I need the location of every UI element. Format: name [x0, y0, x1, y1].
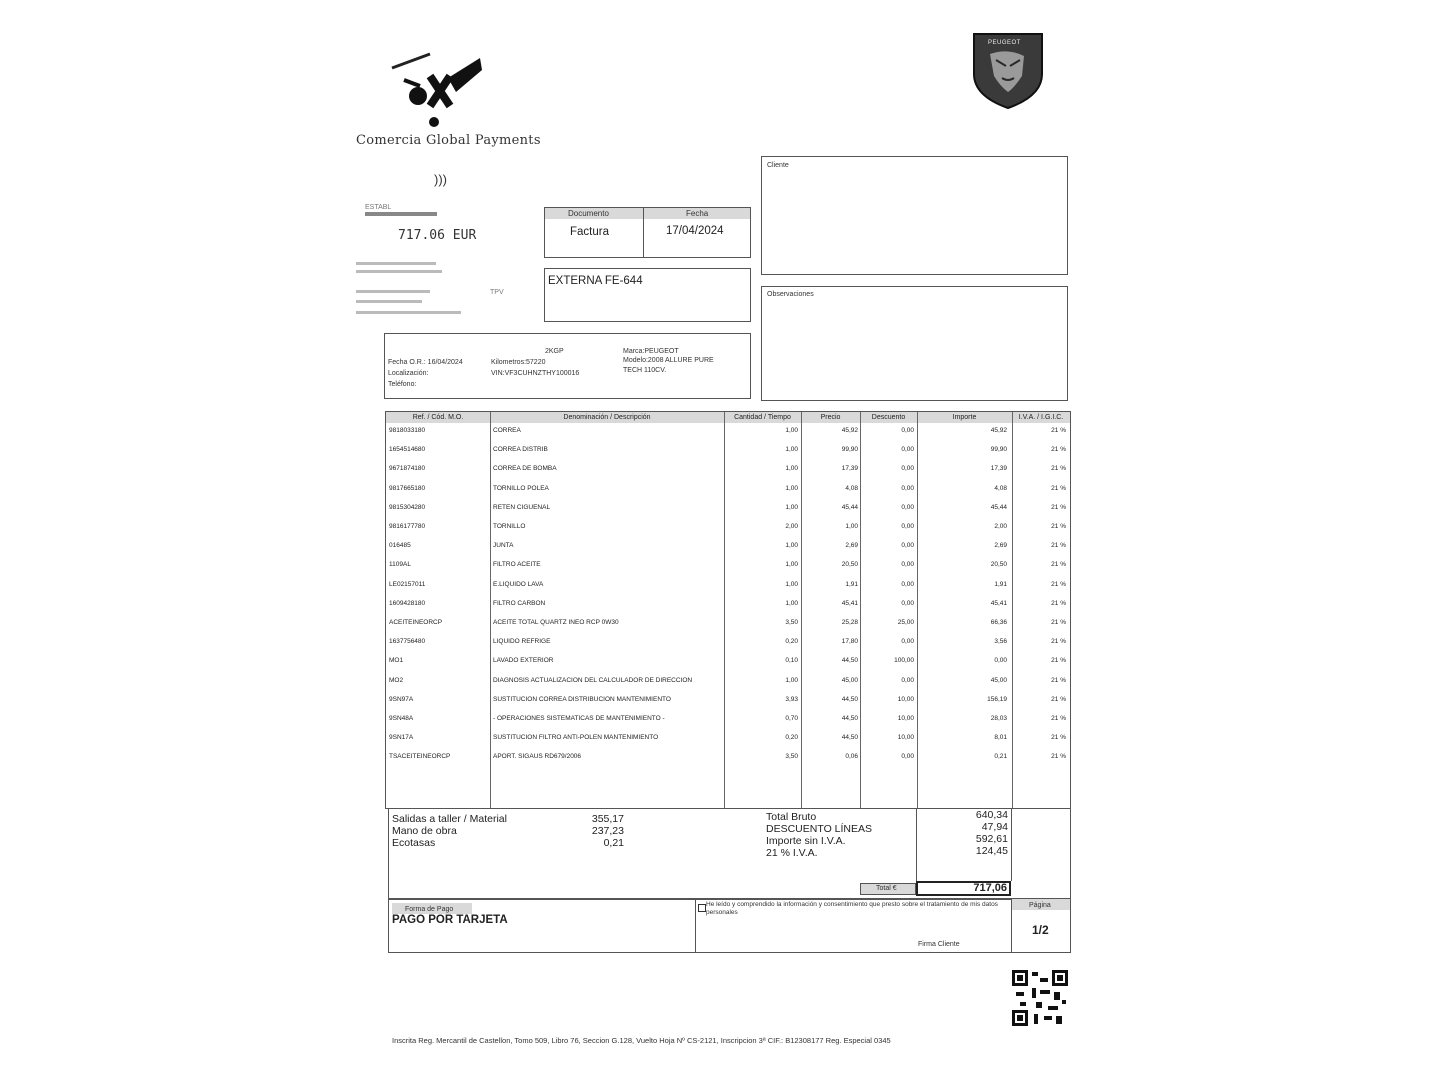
cell-description: ACEITE TOTAL QUARTZ INEO RCP 0W30: [493, 619, 619, 626]
cell-quantity: 0,20: [785, 638, 798, 646]
cell-vat: 21 %: [1051, 753, 1066, 761]
col-header-description: Denominación / Descripción: [490, 412, 725, 423]
cell-discount: 0,00: [901, 561, 914, 569]
caixa-logo: [390, 48, 490, 130]
table-row: [386, 483, 1070, 502]
line-discount-value: 47,94: [981, 821, 1008, 833]
table-row: [386, 732, 1070, 751]
cell-price: 25,28: [841, 619, 858, 626]
cell-price: 4,08: [845, 484, 858, 492]
document-divider: [643, 208, 644, 257]
table-row: [386, 463, 1070, 482]
line-discount-label: DESCUENTO LÍNEAS: [766, 823, 872, 835]
cell-price: 45,00: [841, 676, 858, 684]
vehicle-plate: 2KGP: [545, 348, 564, 355]
cell-ref: TSACEITEINEORCP: [389, 753, 451, 761]
qr-module: [1044, 1016, 1052, 1020]
consent-checkbox[interactable]: [698, 904, 706, 912]
cell-ref: LE02157011: [389, 580, 426, 588]
table-row: [386, 617, 1070, 636]
cell-description: TORNILLO POLEA: [493, 484, 549, 492]
cell-amount: 45,00: [990, 676, 1007, 684]
footer-legal: Inscrita Reg. Mercantil de Castellon, Tomo 509, Libro 76, Seccion G.128, Vuelto Hoja Nº CS-2121, Inscripcion 3ª CIF.: B12308177 Reg. Especial 0345: [392, 1036, 891, 1045]
totals-material-value: 355,17: [591, 813, 624, 825]
observations-label: Observaciones: [767, 291, 814, 298]
col-header-quantity: Cantidad / Tiempo: [724, 412, 802, 423]
consent-divider: [695, 899, 696, 953]
table-row: [386, 540, 1070, 559]
table-row: [386, 675, 1070, 694]
cell-amount: 17,39: [990, 465, 1007, 473]
cell-vat: 21 %: [1051, 715, 1066, 722]
cell-quantity: 3,93: [785, 695, 798, 703]
cell-discount: 10,00: [897, 715, 914, 722]
cell-vat: 21 %: [1051, 599, 1066, 607]
cell-description: FILTRO CARBON: [493, 599, 546, 607]
cell-amount: 0,00: [994, 657, 1007, 665]
qr-code: [1012, 970, 1068, 1026]
receipt-smudge: [356, 262, 436, 265]
qr-module: [1056, 1016, 1062, 1024]
cell-discount: 10,00: [897, 695, 914, 703]
cell-ref: 9SN17A: [389, 734, 414, 742]
qr-module: [1040, 990, 1050, 994]
document-type: Factura: [570, 226, 609, 238]
table-row: [386, 636, 1070, 655]
receipt-smudge: [356, 290, 430, 293]
cell-ref: 1109AL: [389, 561, 411, 569]
contactless-icon: ))): [434, 172, 447, 187]
vehicle-fecha-or: Fecha O.R.: 16/04/2024: [388, 359, 463, 366]
table-row: [386, 598, 1070, 617]
vehicle-kilometros: Kilometros:57220: [491, 359, 546, 366]
cell-ref: ACEITEINEORCP: [389, 619, 443, 626]
cell-price: 1,91: [845, 580, 858, 588]
cell-vat: 21 %: [1051, 503, 1066, 511]
cell-price: 17,80: [841, 638, 858, 646]
qr-finder-tl-core: [1017, 975, 1023, 981]
cell-description: CORREA DISTRIB: [493, 446, 548, 454]
col-header-discount: Descuento: [860, 412, 918, 423]
cell-quantity: 1,00: [785, 599, 798, 607]
cell-discount: 0,00: [901, 465, 914, 473]
cell-quantity: 1,00: [785, 561, 798, 569]
vehicle-modelo: Modelo:2008 ALLURE PURE: [623, 357, 714, 364]
cell-description: LAVADO EXTERIOR: [493, 657, 554, 665]
cell-amount: 66,36: [990, 619, 1007, 626]
cell-discount: 0,00: [901, 484, 914, 492]
cell-ref: 1654514680: [389, 446, 426, 454]
cell-vat: 21 %: [1051, 542, 1066, 550]
cell-quantity: 1,00: [785, 580, 798, 588]
receipt-blur-bar: [365, 212, 437, 216]
cell-price: 1,00: [845, 523, 858, 530]
cell-vat: 21 %: [1051, 484, 1066, 492]
cell-ref: 1609428180: [389, 599, 426, 607]
cell-price: 44,50: [841, 715, 858, 722]
table-row: [386, 694, 1070, 713]
cell-discount: 0,00: [901, 753, 914, 761]
table-row: [386, 521, 1070, 540]
cell-quantity: 1,00: [785, 465, 798, 473]
consent-text: He leído y comprendido la información y consentimiento que presto sobre el tratamiento de mis datos personales: [706, 901, 998, 916]
cell-price: 2,69: [845, 542, 858, 550]
vehicle-modelo-2: TECH 110CV.: [623, 367, 667, 374]
page-number: 1/2: [1032, 923, 1049, 937]
cell-description: APORT. SIGAUS RD679/2006: [493, 753, 582, 761]
client-label: Cliente: [767, 162, 789, 169]
table-row: [386, 579, 1070, 598]
cell-ref: 9SN48A: [389, 715, 414, 722]
col-header-vat: I.V.A. / I.G.I.C.: [1012, 412, 1070, 423]
cell-price: 45,41: [841, 599, 858, 607]
cell-ref: 9815304280: [389, 503, 426, 511]
cell-discount: 0,00: [901, 542, 914, 550]
cell-amount: 45,44: [990, 503, 1007, 511]
qr-module: [1036, 1002, 1042, 1008]
vehicle-localizacion: Localización:: [388, 370, 429, 377]
cell-amount: 2,00: [994, 523, 1007, 530]
cell-amount: 8,01: [994, 734, 1007, 742]
cell-quantity: 1,00: [785, 446, 798, 454]
cell-discount: 0,00: [901, 676, 914, 684]
signature-label: Firma Cliente: [918, 941, 960, 948]
gross-total-label: Total Bruto: [766, 811, 817, 823]
cell-quantity: 1,00: [785, 542, 798, 550]
col-header-ref: Ref. / Cód. M.O.: [386, 412, 491, 423]
cell-amount: 0,21: [994, 753, 1007, 761]
table-row: [386, 751, 1070, 770]
cell-ref: 9817665180: [389, 484, 426, 492]
gross-total-value: 640,34: [975, 809, 1008, 821]
cell-ref: 9816177780: [389, 523, 426, 530]
table-row: [386, 713, 1070, 732]
cell-price: 0,06: [845, 753, 858, 761]
cell-discount: 0,00: [901, 503, 914, 511]
cell-vat: 21 %: [1051, 638, 1066, 646]
invoice-number: EXTERNA FE-644: [548, 275, 643, 287]
cell-discount: 0,00: [901, 427, 914, 434]
receipt-smudge: [356, 270, 442, 273]
cell-discount: 0,00: [901, 638, 914, 646]
cell-vat: 21 %: [1051, 465, 1066, 473]
total-value: 717,06: [973, 882, 1007, 894]
qr-module: [1048, 1006, 1058, 1010]
cell-description: SUSTITUCION CORREA DISTRIBUCION MANTENIMIENTO: [493, 695, 671, 703]
cell-quantity: 0,70: [785, 715, 798, 722]
cell-price: 44,50: [841, 734, 858, 742]
cell-amount: 156,19: [987, 695, 1007, 703]
cell-amount: 3,56: [994, 638, 1007, 646]
receipt-amount: 717.06 EUR: [398, 228, 477, 243]
cell-discount: 100,00: [894, 657, 914, 665]
totals-amount-column: [1011, 809, 1012, 881]
cell-quantity: 0,10: [785, 657, 798, 665]
qr-finder-tr-core: [1057, 975, 1063, 981]
cell-price: 17,39: [841, 465, 858, 473]
cell-description: JUNTA: [493, 542, 514, 550]
cell-price: 99,90: [841, 446, 858, 454]
peugeot-logo-text: PEUGEOT: [988, 40, 1021, 46]
cell-vat: 21 %: [1051, 734, 1066, 742]
net-amount-label: Importe sin I.V.A.: [766, 835, 846, 847]
totals-labour-label: Mano de obra: [392, 825, 457, 837]
cell-quantity: 3,50: [785, 753, 798, 761]
cell-description: - OPERACIONES SISTEMATICAS DE MANTENIMIENTO -: [493, 715, 665, 722]
qr-module: [1062, 1000, 1066, 1004]
cell-ref: 016485: [389, 542, 411, 550]
cell-vat: 21 %: [1051, 580, 1066, 588]
vat-value: 124,45: [975, 845, 1008, 857]
cell-description: LIQUIDO REFRIGE: [493, 638, 551, 646]
payment-header: Forma de Pago: [405, 906, 454, 913]
receipt-brand: Comercia Global Payments: [356, 133, 541, 148]
payment-method: PAGO POR TARJETA: [392, 914, 508, 926]
col-header-amount: Importe: [917, 412, 1013, 423]
totals-material-label: Salidas a taller / Material: [392, 813, 507, 825]
cell-quantity: 2,00: [785, 523, 798, 530]
qr-module: [1020, 1002, 1026, 1006]
receipt-smudge: [356, 311, 461, 314]
cell-quantity: 0,20: [785, 734, 798, 742]
page-header: Página: [1029, 902, 1051, 909]
table-row: [386, 425, 1070, 444]
cell-amount: 45,41: [990, 599, 1007, 607]
cell-vat: 21 %: [1051, 619, 1066, 626]
qr-module: [1034, 1014, 1038, 1024]
receipt-smudge: [356, 300, 422, 303]
cell-ref: MO2: [389, 676, 404, 684]
cell-price: 44,50: [841, 657, 858, 665]
cell-ref: 9671874180: [389, 465, 426, 473]
cell-quantity: 1,00: [785, 503, 798, 511]
cell-ref: 9818033180: [389, 427, 426, 434]
cell-discount: 0,00: [901, 446, 914, 454]
cell-amount: 1,91: [994, 580, 1007, 588]
cell-price: 45,44: [841, 503, 858, 511]
cell-discount: 25,00: [897, 619, 914, 626]
cell-amount: 45,92: [990, 427, 1007, 434]
cell-description: TORNILLO: [493, 523, 526, 530]
cell-vat: 21 %: [1051, 427, 1066, 434]
table-row: [386, 444, 1070, 463]
document-date: 17/04/2024: [666, 225, 724, 237]
totals-labour-value: 237,23: [591, 825, 624, 837]
cell-discount: 0,00: [901, 523, 914, 530]
cell-ref: MO1: [389, 657, 404, 665]
cell-amount: 4,08: [994, 484, 1007, 492]
client-box: [761, 156, 1068, 275]
qr-module: [1032, 972, 1038, 976]
total-label: Total €: [876, 885, 897, 892]
cell-price: 20,50: [841, 561, 858, 569]
totals-amount-column: [916, 809, 917, 881]
cell-quantity: 1,00: [785, 676, 798, 684]
cell-vat: 21 %: [1051, 676, 1066, 684]
vehicle-telefono: Teléfono:: [388, 381, 417, 388]
lines-table: [385, 411, 1071, 809]
cell-price: 44,50: [841, 695, 858, 703]
cell-description: FILTRO ACEITE: [493, 561, 541, 569]
date-header: Fecha: [686, 209, 709, 218]
vehicle-vin: VIN:VF3CUHNZTHY100016: [491, 370, 580, 377]
cell-discount: 10,00: [897, 734, 914, 742]
net-amount-value: 592,61: [975, 833, 1008, 845]
qr-finder-bl-core: [1017, 1015, 1023, 1021]
cell-discount: 0,00: [901, 580, 914, 588]
cell-ref: 9SN97A: [389, 695, 414, 703]
cell-quantity: 3,50: [785, 619, 798, 626]
cell-price: 45,92: [841, 427, 858, 434]
cell-amount: 2,69: [994, 542, 1007, 550]
receipt-blur-line: ESTABL: [365, 204, 392, 211]
cell-quantity: 1,00: [785, 427, 798, 434]
cell-ref: 1637756480: [389, 638, 426, 646]
cell-vat: 21 %: [1051, 561, 1066, 569]
cell-description: CORREA: [493, 427, 521, 434]
cell-description: DIAGNOSIS ACTUALIZACION DEL CALCULADOR DE DIRECCION: [493, 676, 693, 684]
cell-description: E.LIQUIDO LAVA: [493, 580, 544, 588]
qr-module: [1040, 978, 1048, 982]
qr-module: [1032, 988, 1036, 998]
vat-label: 21 % I.V.A.: [766, 847, 818, 859]
table-row: [386, 559, 1070, 578]
cell-description: CORREA DE BOMBA: [493, 465, 557, 473]
cell-vat: 21 %: [1051, 523, 1066, 530]
receipt-blur-line: TPV: [490, 289, 504, 296]
vehicle-marca: Marca:PEUGEOT: [623, 348, 679, 355]
cell-description: SUSTITUCION FILTRO ANTI-POLEN MANTENIMIENTO: [493, 734, 659, 742]
star-logo-icon: [390, 48, 490, 130]
observations-box: [761, 286, 1068, 401]
cell-description: RETEN CIGUENAL: [493, 503, 551, 511]
cell-quantity: 1,00: [785, 484, 798, 492]
totals-ecotax-value: 0,21: [603, 837, 624, 849]
totals-ecotax-label: Ecotasas: [392, 837, 436, 849]
cell-vat: 21 %: [1051, 657, 1066, 665]
qr-module: [1016, 992, 1024, 996]
col-header-price: Precio: [801, 412, 861, 423]
cell-amount: 99,90: [990, 446, 1007, 454]
table-row: [386, 502, 1070, 521]
cell-amount: 20,50: [990, 561, 1007, 569]
table-row: [386, 655, 1070, 674]
cell-discount: 0,00: [901, 599, 914, 607]
cell-vat: 21 %: [1051, 446, 1066, 454]
qr-module: [1054, 992, 1060, 1000]
cell-vat: 21 %: [1051, 695, 1066, 703]
cell-amount: 28,03: [990, 715, 1007, 722]
document-header: Documento: [568, 209, 609, 218]
